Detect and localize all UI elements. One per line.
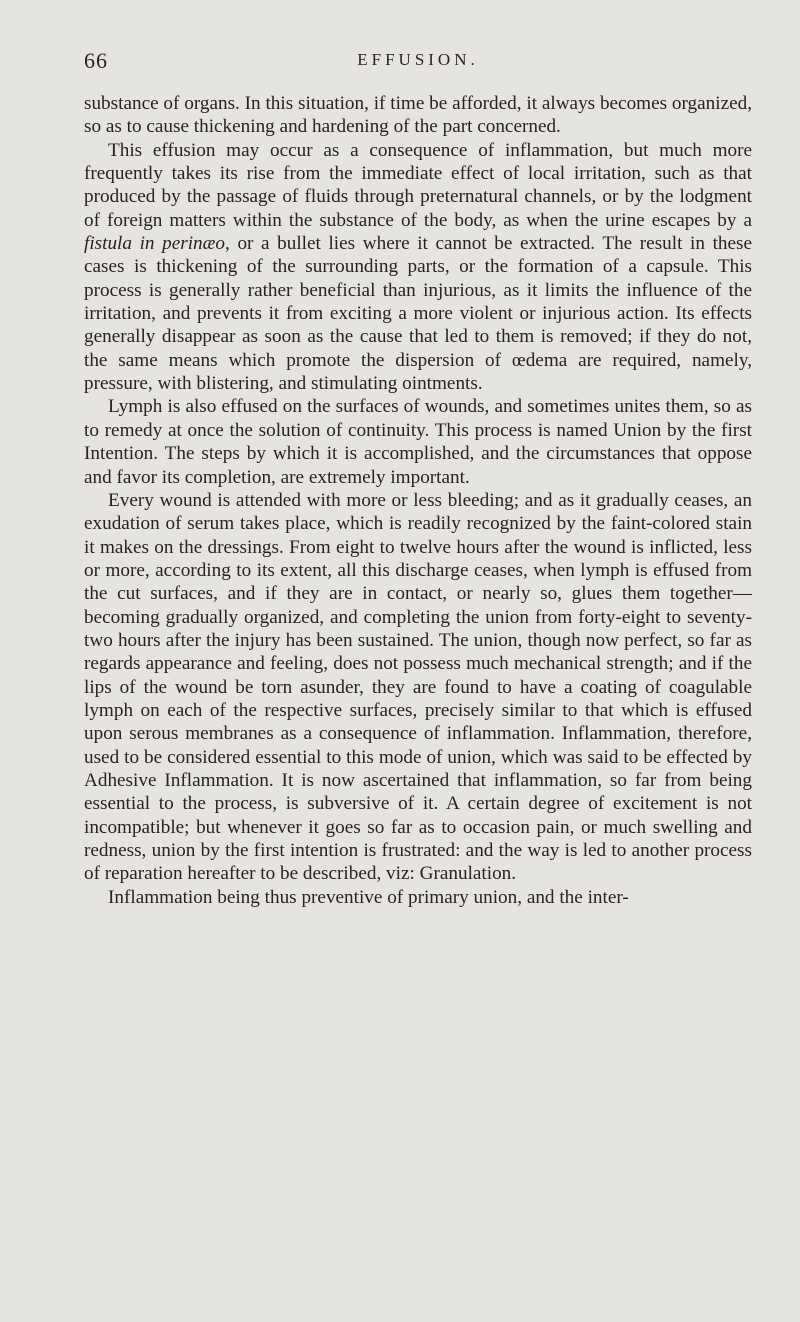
paragraph-4: [84, 489, 752, 886]
text-run: Every wound is attended with more or less bleeding; and as it gradually ceases, an exudation of serum takes place, which is readily recognized by the faint-colored stain it makes on the dressings. From eight to twelve hours after the wound is inflicted, less or more, according to its extent, all this discharge ceases, when lymph is effused from the cut surfaces, and if they are in contact, or nearly so, glues them together—becoming gradually organized, and completing the union from forty-eight to seventy-two hours after the injury has been sustained. The union, though now perfect, so far as regards appearance and feeling, does not possess much mechanical strength; and if the lips of the wound be torn asunder, they are found to have a coating of coagulable lymph on each of the respective surfaces, precisely similar to that which is effused upon serous membranes as a consequence of inflammation. Inflammation, therefore, used to be considered essential to this mode of union, which was said to be effected by Adhesive Inflammation. It is now ascertained that inflammation, so far from being essential to the process, is subversive of it. A certain degree of excitement is not incompatible; but whenever it goes so far as to occasion pain, or much swelling and redness, union by the first intention is frustrated: and the way is led to another process of reparation hereafter to be described, viz: Granulation.: [84, 489, 752, 885]
paragraph-2: [84, 139, 752, 396]
paragraph-1: [84, 92, 752, 139]
paragraph-5: [84, 886, 752, 909]
text-run: This effusion may occur as a consequence of inflammation, but much more frequently takes its rise from the immediate effect of local irritation, such as that produced by the passage of fluids through preternatural channels, or by the lodgment of foreign matters within the substance of the body, as when the urine escapes by a: [84, 139, 752, 231]
running-title: EFFUSION.: [357, 50, 479, 69]
page-header: [84, 48, 752, 78]
paragraph-3: [84, 395, 752, 488]
text-run: Inflammation being thus preventive of primary union, and the inter-: [108, 886, 629, 908]
text-run: substance of organs. In this situation, if time be afforded, it always becomes organized, so as to cause thickening and hardening of the part concerned.: [84, 93, 752, 138]
text-run: , or a bullet lies where it cannot be extracted. The result in these cases is thickening of the surrounding parts, or the formation of a capsule. This process is generally rather beneficial than injurious, as it limits the influence of the irritation, and prevents it from exciting a more violent or injurious action. Its effects generally disappear as soon as the cause that led to them is removed; if they do not, the same means which promote the dispersion of œdema are required, namely, pressure, with blistering, and stimulating ointments.: [84, 233, 752, 395]
italic-phrase: fistula in perinæo: [84, 233, 226, 255]
page-number: 66: [84, 48, 108, 73]
text-run: Lymph is also effused on the surfaces of wounds, and sometimes unites them, so as to remedy at once the solution of continuity. This process is named Union by the first Intention. The steps by which it is accomplished, and the circumstances that oppose and favor its completion, are extremely important.: [84, 396, 752, 488]
body-text: [84, 92, 752, 909]
